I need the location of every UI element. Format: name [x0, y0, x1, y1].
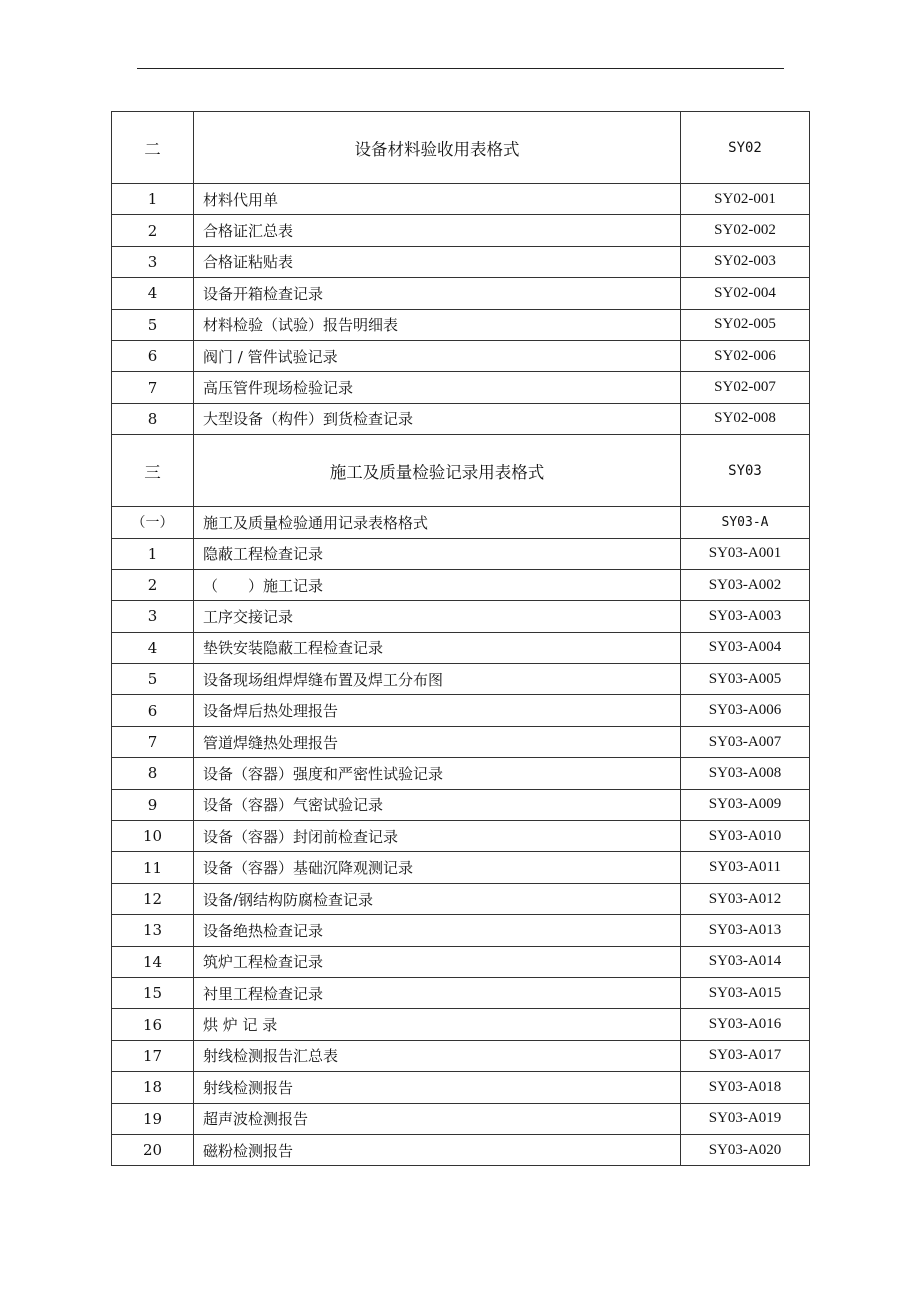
- table-row: [112, 664, 810, 695]
- item-code: SY03: [681, 435, 810, 507]
- item-code: SY03-A003: [681, 601, 810, 632]
- table-row: [112, 632, 810, 663]
- item-number: 8: [112, 403, 194, 434]
- item-code: SY02-008: [681, 403, 810, 434]
- item-title: 设备材料验收用表格式: [194, 112, 681, 184]
- item-code: SY03-A015: [681, 977, 810, 1008]
- item-title: 材料代用单: [194, 184, 681, 215]
- item-title: 施工及质量检验记录用表格式: [194, 435, 681, 507]
- item-code: SY03-A016: [681, 1009, 810, 1040]
- item-code: SY03-A013: [681, 915, 810, 946]
- item-number: 11: [112, 852, 194, 883]
- item-code: SY02-005: [681, 309, 810, 340]
- item-number: 16: [112, 1009, 194, 1040]
- item-code: SY02-002: [681, 215, 810, 246]
- item-title: 隐蔽工程检查记录: [194, 538, 681, 569]
- table-row: [112, 915, 810, 946]
- table-row: [112, 821, 810, 852]
- table-row: [112, 758, 810, 789]
- table-row: [112, 852, 810, 883]
- subsection-header-row: [112, 507, 810, 538]
- item-number: 9: [112, 789, 194, 820]
- item-code: SY03-A019: [681, 1103, 810, 1134]
- table-row: [112, 883, 810, 914]
- table-row: [112, 215, 810, 246]
- table-row: [112, 569, 810, 600]
- table-row: [112, 1040, 810, 1071]
- item-number: 1: [112, 538, 194, 569]
- item-title: 衬里工程检查记录: [194, 977, 681, 1008]
- item-number: 1: [112, 184, 194, 215]
- item-title: 材料检验（试验）报告明细表: [194, 309, 681, 340]
- item-number: 19: [112, 1103, 194, 1134]
- item-number: 20: [112, 1134, 194, 1165]
- item-code: SY03-A012: [681, 883, 810, 914]
- item-title: 设备现场组焊焊缝布置及焊工分布图: [194, 664, 681, 695]
- item-code: SY02: [681, 112, 810, 184]
- item-title: 烘 炉 记 录: [194, 1009, 681, 1040]
- section-header-row: [112, 112, 810, 184]
- table-row: [112, 601, 810, 632]
- form-index-table: [111, 111, 810, 1166]
- item-title: 射线检测报告: [194, 1072, 681, 1103]
- item-number: 4: [112, 278, 194, 309]
- item-number: 6: [112, 695, 194, 726]
- item-code: SY03-A006: [681, 695, 810, 726]
- table-row: [112, 278, 810, 309]
- table-row: [112, 246, 810, 277]
- item-code: SY03-A011: [681, 852, 810, 883]
- item-code: SY02-004: [681, 278, 810, 309]
- item-number: 12: [112, 883, 194, 914]
- item-number: 5: [112, 664, 194, 695]
- item-title: 高压管件现场检验记录: [194, 372, 681, 403]
- table-row: [112, 309, 810, 340]
- table-row: [112, 695, 810, 726]
- table-row: [112, 1134, 810, 1165]
- item-number: 7: [112, 372, 194, 403]
- item-title: 施工及质量检验通用记录表格格式: [194, 507, 681, 538]
- item-number: 15: [112, 977, 194, 1008]
- item-code: SY03-A: [681, 507, 810, 538]
- item-title: 合格证汇总表: [194, 215, 681, 246]
- item-title: 设备开箱检查记录: [194, 278, 681, 309]
- item-code: SY02-003: [681, 246, 810, 277]
- table-row: [112, 538, 810, 569]
- table-row: [112, 403, 810, 434]
- item-title: 设备/钢结构防腐检查记录: [194, 883, 681, 914]
- item-code: SY03-A001: [681, 538, 810, 569]
- item-title: 工序交接记录: [194, 601, 681, 632]
- item-code: SY03-A020: [681, 1134, 810, 1165]
- item-title: 阀门 / 管件试验记录: [194, 340, 681, 371]
- table-row: [112, 977, 810, 1008]
- item-code: SY03-A009: [681, 789, 810, 820]
- item-code: SY03-A005: [681, 664, 810, 695]
- item-title: 筑炉工程检查记录: [194, 946, 681, 977]
- item-title: 管道焊缝热处理报告: [194, 726, 681, 757]
- item-number: 三: [112, 435, 194, 507]
- table-row: [112, 789, 810, 820]
- item-number: 3: [112, 601, 194, 632]
- item-code: SY03-A010: [681, 821, 810, 852]
- table-row: [112, 184, 810, 215]
- item-title: 设备绝热检查记录: [194, 915, 681, 946]
- item-title: 设备（容器）基础沉降观测记录: [194, 852, 681, 883]
- item-number: 17: [112, 1040, 194, 1071]
- item-number: 13: [112, 915, 194, 946]
- item-title: 设备（容器）强度和严密性试验记录: [194, 758, 681, 789]
- item-code: SY02-001: [681, 184, 810, 215]
- table-row: [112, 726, 810, 757]
- item-code: SY03-A004: [681, 632, 810, 663]
- item-number: 10: [112, 821, 194, 852]
- item-title: 射线检测报告汇总表: [194, 1040, 681, 1071]
- table-row: [112, 946, 810, 977]
- item-title: 大型设备（构件）到货检查记录: [194, 403, 681, 434]
- item-code: SY03-A018: [681, 1072, 810, 1103]
- item-title: 垫铁安装隐蔽工程检查记录: [194, 632, 681, 663]
- table-row: [112, 1009, 810, 1040]
- table-row: [112, 1103, 810, 1134]
- item-title: 设备（容器）气密试验记录: [194, 789, 681, 820]
- item-number: 2: [112, 215, 194, 246]
- item-title: 设备焊后热处理报告: [194, 695, 681, 726]
- table-row: [112, 340, 810, 371]
- item-number: 8: [112, 758, 194, 789]
- item-number: 14: [112, 946, 194, 977]
- item-code: SY03-A007: [681, 726, 810, 757]
- item-code: SY03-A014: [681, 946, 810, 977]
- header-rule: [137, 68, 784, 69]
- table-row: [112, 372, 810, 403]
- item-code: SY03-A008: [681, 758, 810, 789]
- item-code: SY03-A017: [681, 1040, 810, 1071]
- item-code: SY02-007: [681, 372, 810, 403]
- item-title: 磁粉检测报告: [194, 1134, 681, 1165]
- item-number: （一）: [112, 507, 194, 538]
- item-title: （ ）施工记录: [194, 569, 681, 600]
- item-number: 6: [112, 340, 194, 371]
- item-title: 设备（容器）封闭前检查记录: [194, 821, 681, 852]
- item-code: SY03-A002: [681, 569, 810, 600]
- item-title: 超声波检测报告: [194, 1103, 681, 1134]
- form-index-body: [112, 112, 810, 1166]
- table-row: [112, 1072, 810, 1103]
- item-number: 3: [112, 246, 194, 277]
- item-number: 2: [112, 569, 194, 600]
- item-title: 合格证粘贴表: [194, 246, 681, 277]
- item-number: 7: [112, 726, 194, 757]
- item-code: SY02-006: [681, 340, 810, 371]
- item-number: 二: [112, 112, 194, 184]
- section-header-row: [112, 435, 810, 507]
- item-number: 5: [112, 309, 194, 340]
- item-number: 18: [112, 1072, 194, 1103]
- item-number: 4: [112, 632, 194, 663]
